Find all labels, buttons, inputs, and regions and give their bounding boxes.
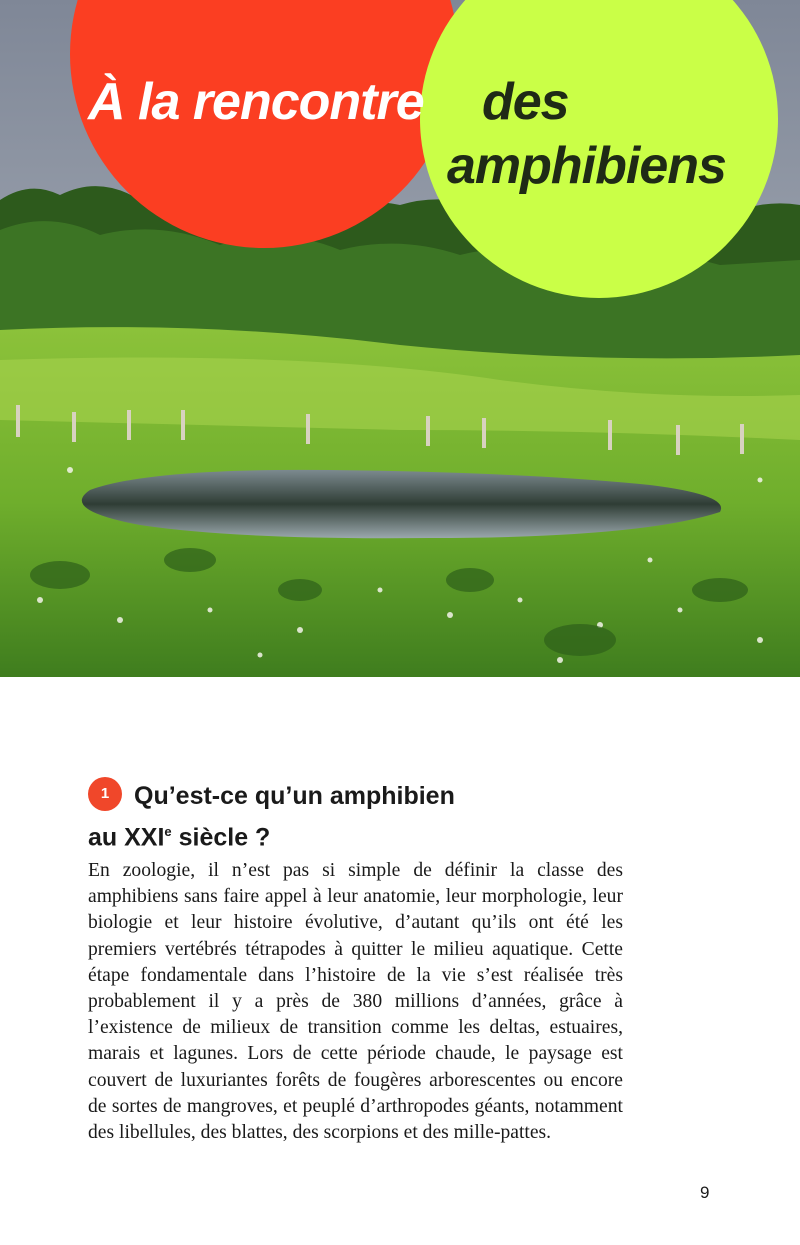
section-heading bbox=[88, 778, 628, 856]
section-number-badge: 1 bbox=[88, 777, 122, 811]
heading-line1 bbox=[88, 778, 628, 814]
heading-text-line2-a: au XXI bbox=[88, 823, 165, 852]
heading-superscript: e bbox=[164, 824, 172, 840]
page-number: 9 bbox=[700, 1183, 710, 1202]
heading-text-line2-b: siècle ? bbox=[171, 823, 271, 852]
heading-text-line1: Qu’est-ce qu’un amphibien bbox=[134, 782, 455, 810]
body-paragraph: En zoologie, il n’est pas si simple de définir la classe des amphibiens sans faire appel à leur anatomie, leur morphologie, leur biologie et leur histoire évolutive, d’autant qu’ils ont été les premiers vertébrés tétrapodes à quitter le milieu aquatique. Cette étape fondamentale dans l’histoire de la vie s’est réalisée très probablement il y a près de 380 millions d’années, grâce à l’existence de milieux de transition comme les deltas, estuaires, marais et lagunes. Lors de cette période chaude, le paysage est couvert de luxuriantes forêts de fougères arborescentes ou encore de sortes de mangroves, et peuplé d’arthropodes géants, notamment des libellules, des blattes, des scorpions et des mille-pattes. bbox=[88, 860, 623, 1144]
title-part2-line2: amphibiens bbox=[447, 137, 726, 195]
heading-line2 bbox=[88, 814, 628, 855]
body-text bbox=[88, 858, 623, 1146]
title-part1: À la rencontre bbox=[88, 73, 424, 131]
title-part2-line1: des bbox=[482, 73, 569, 131]
